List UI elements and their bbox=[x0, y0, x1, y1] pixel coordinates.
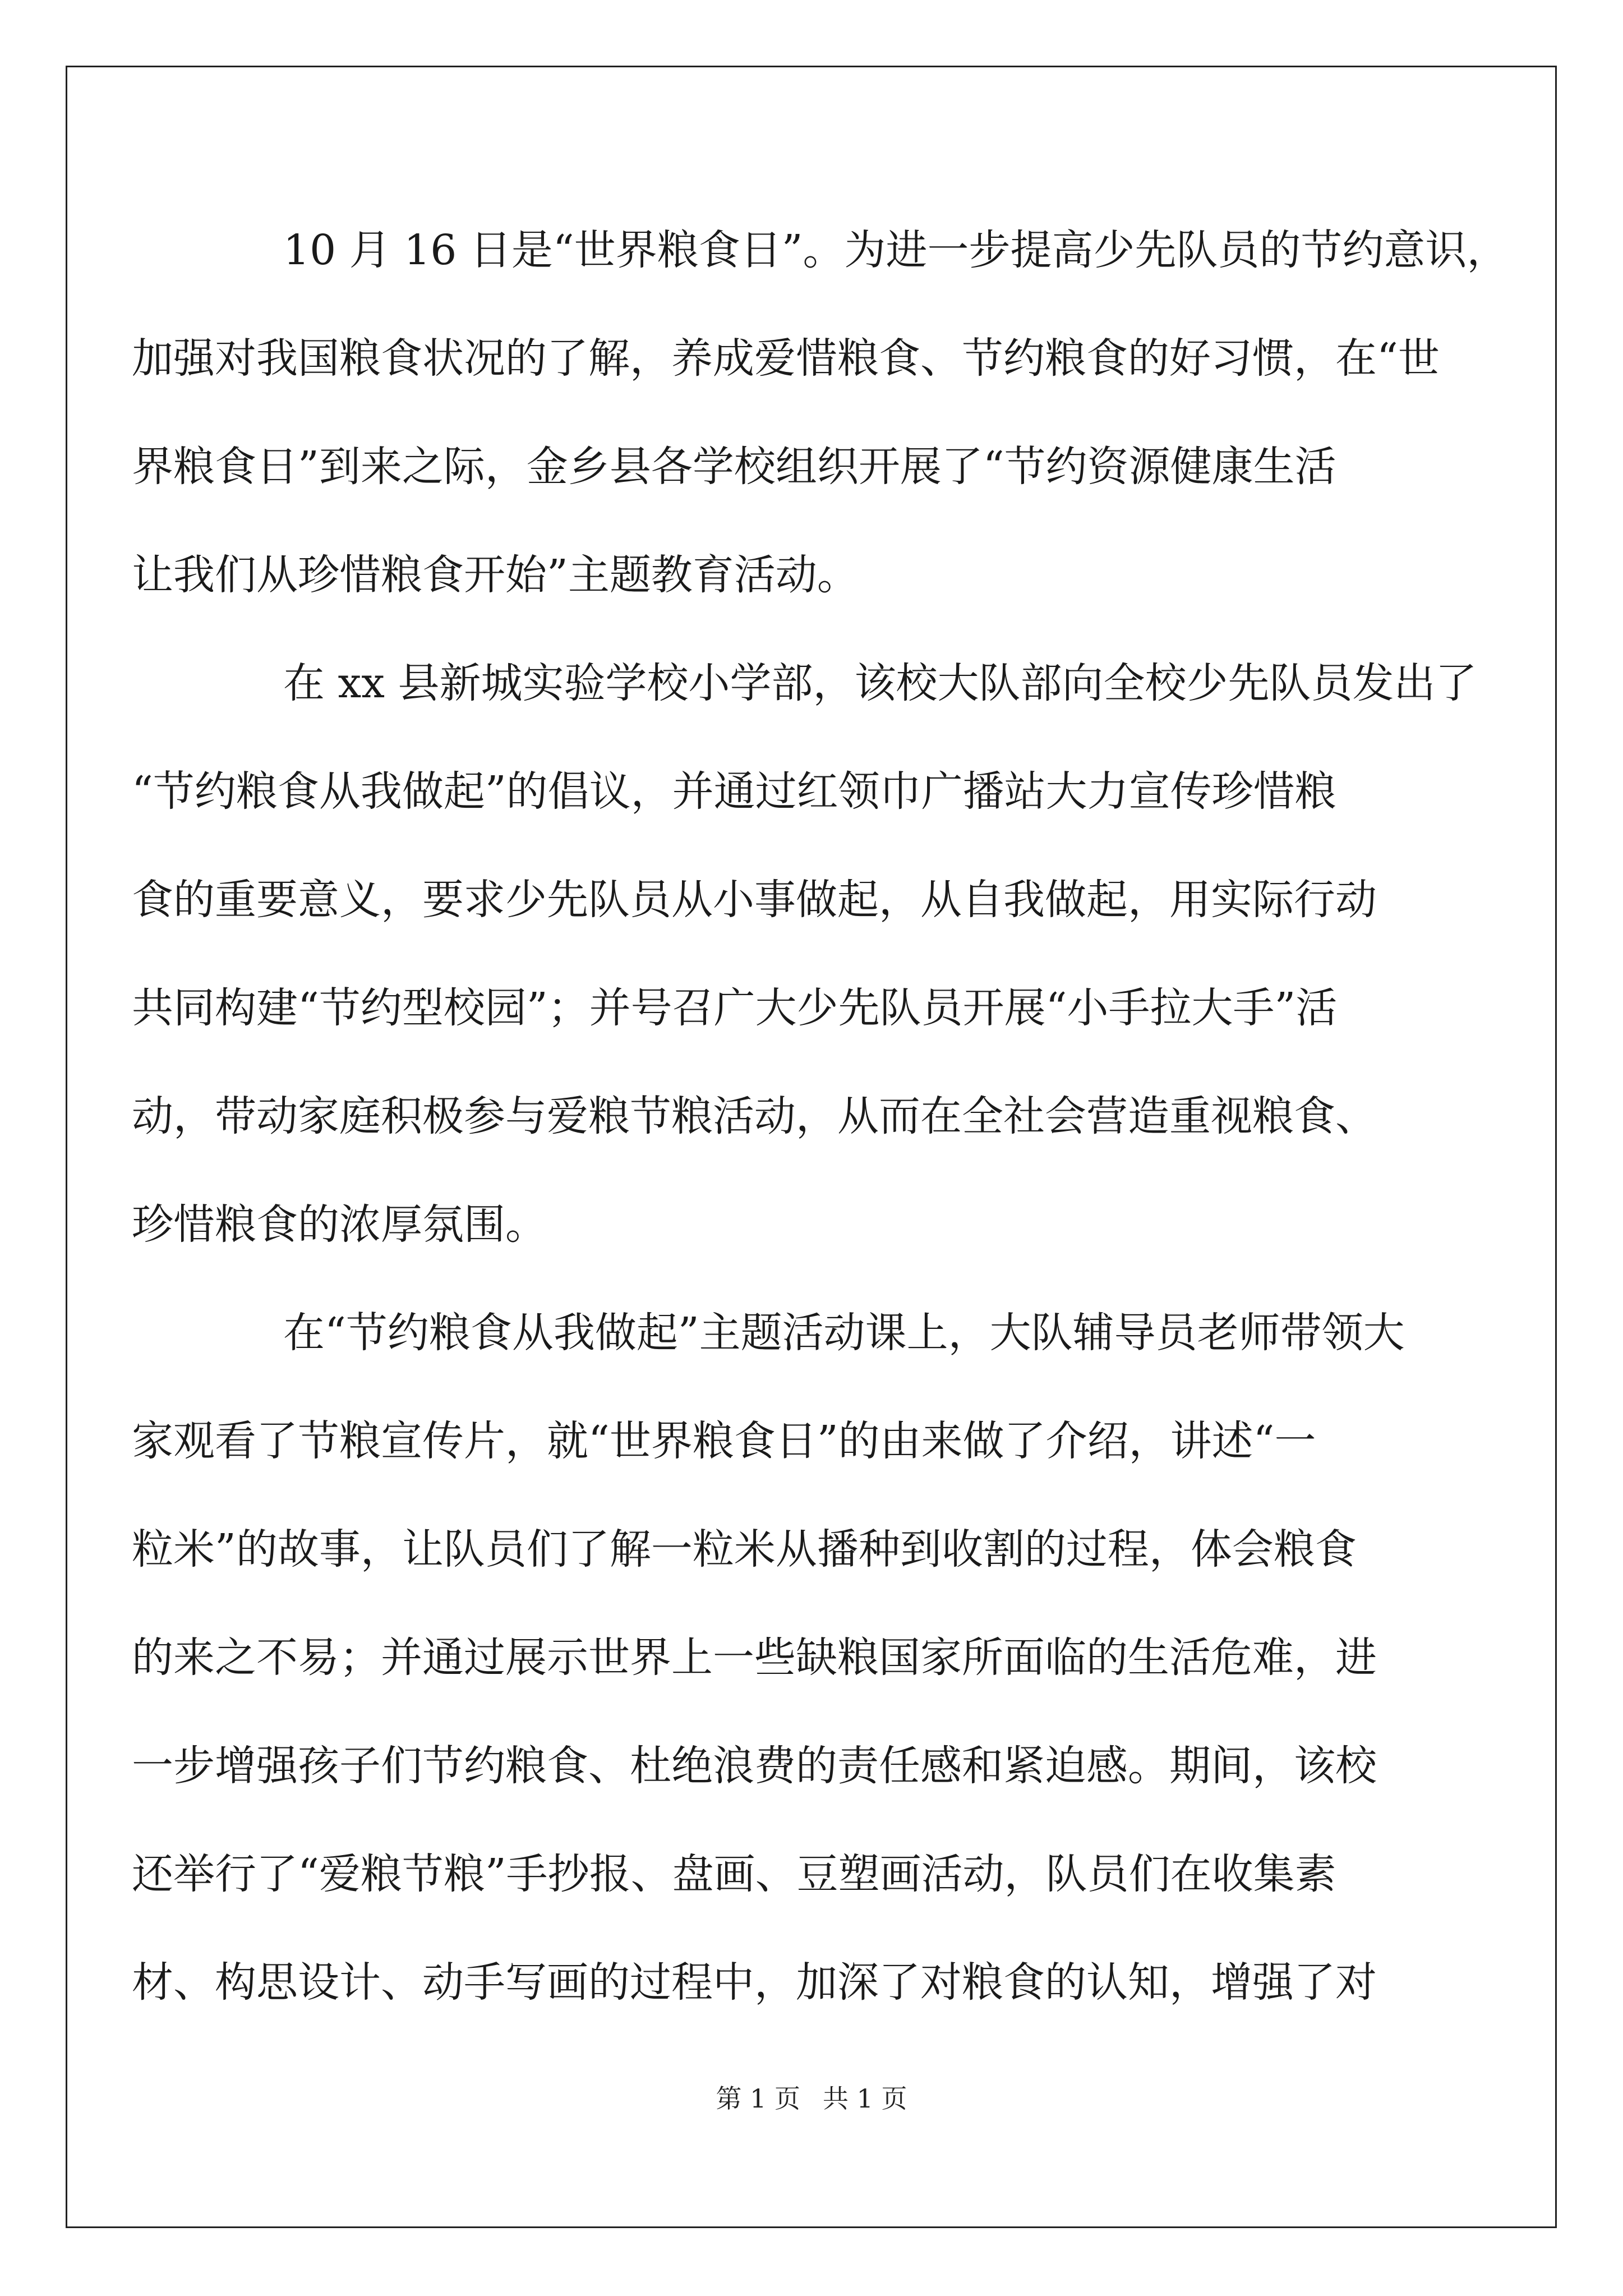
text-line: 一步增强孩子们节约粮食、杜绝浪费的责任感和紧迫感。期间，该校 bbox=[132, 1742, 1377, 1790]
text-line: 在“节约粮食从我做起”主题活动课上，大队辅导员老师带领大 bbox=[283, 1309, 1405, 1357]
text-line: 动，带动家庭积极参与爱粮节粮活动，从而在全社会营造重视粮食、 bbox=[132, 1092, 1377, 1140]
text-line: 在 xx 县新城实验学校小学部，该校大队部向全校少先队员发出了 bbox=[283, 659, 1477, 707]
page-footer bbox=[0, 2078, 1623, 2115]
text-line: “节约粮食从我做起”的倡议，并通过红领巾广播站大力宣传珍惜粮 bbox=[132, 767, 1336, 816]
page-total: 共 1 页 bbox=[823, 2083, 907, 2114]
text-line: 10 月 16 日是“世界粮食日”。为进一步提高少先队员的节约意识， bbox=[283, 226, 1509, 274]
text-line: 材、构思设计、动手写画的过程中，加深了对粮食的认知，增强了对 bbox=[132, 1958, 1377, 2007]
document-body bbox=[132, 196, 1509, 2037]
paragraph-2 bbox=[132, 629, 1477, 1279]
text-line: 共同构建“节约型校园”；并号召广大少先队员开展“小手拉大手”活 bbox=[132, 984, 1338, 1032]
text-line: 家观看了节粮宣传片，就“世界粮食日”的由来做了介绍，讲述“一 bbox=[132, 1417, 1316, 1465]
text-line: 的来之不易；并通过展示世界上一些缺粮国家所面临的生活危难，进 bbox=[132, 1634, 1377, 1682]
text-line: 粒米”的故事，让队员们了解一粒米从播种到收割的过程，体会粮食 bbox=[132, 1525, 1357, 1573]
paragraph-3 bbox=[132, 1279, 1427, 2037]
text-line: 界粮食日”到来之际，金乡县各学校组织开展了“节约资源健康生活 bbox=[132, 443, 1336, 491]
text-line: 珍惜粮食的浓厚氛围。 bbox=[132, 1200, 547, 1249]
text-line: 让我们从珍惜粮食开始”主题教育活动。 bbox=[132, 551, 859, 599]
page-number: 第 1 页 bbox=[716, 2083, 800, 2114]
text-line: 食的重要意义，要求少先队员从小事做起，从自我做起，用实际行动 bbox=[132, 876, 1377, 924]
paragraph-1 bbox=[132, 196, 1509, 629]
text-line: 加强对我国粮食状况的了解，养成爱惜粮食、节约粮食的好习惯，在“世 bbox=[132, 334, 1440, 383]
text-line: 还举行了“爱粮节粮”手抄报、盘画、豆塑画活动，队员们在收集素 bbox=[132, 1850, 1336, 1898]
